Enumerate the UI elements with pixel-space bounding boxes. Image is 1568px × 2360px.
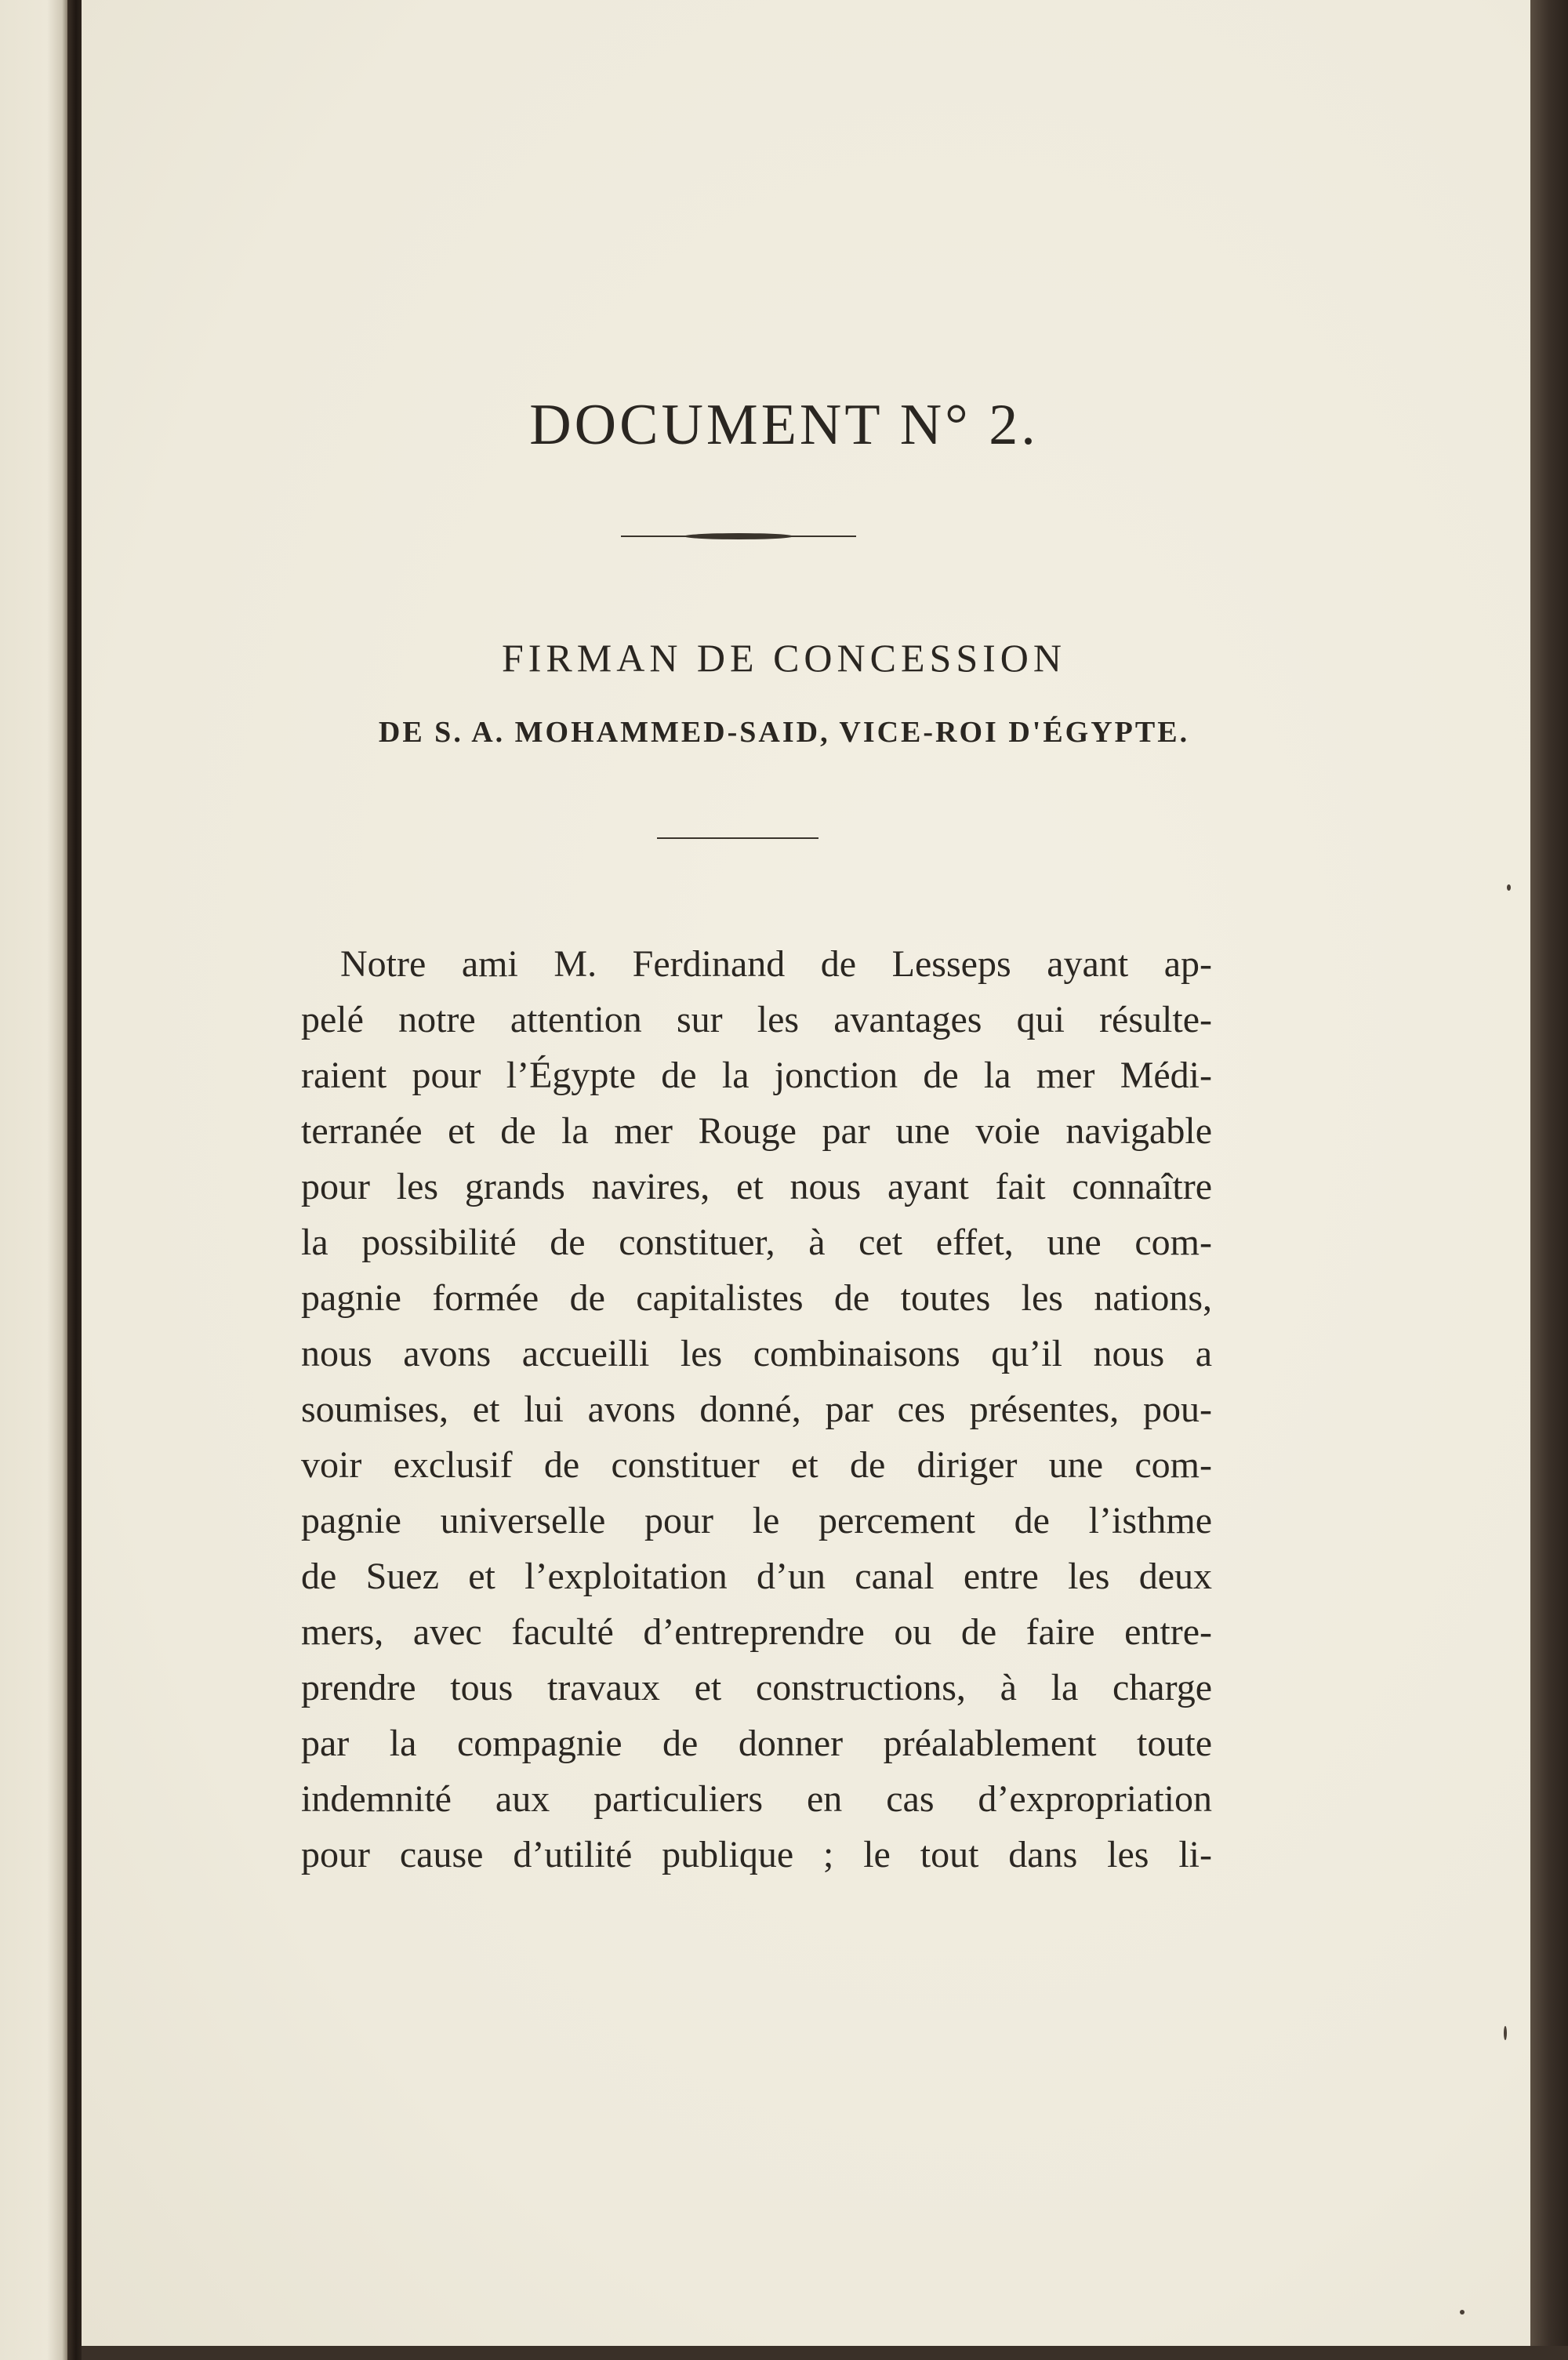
text-line: pelé notre attention sur les avantages qui résulte- (301, 999, 1212, 1040)
paper-speck (1507, 884, 1511, 891)
ornamental-rule (621, 533, 856, 539)
text-line: mers, avec faculté d’entreprendre ou de faire entre- (301, 1611, 1212, 1653)
document-subtitle-author: DE S. A. MOHAMMED-SAID, VICE-ROI D'ÉGYPTE. (378, 716, 1190, 749)
paper-speck (1460, 2310, 1465, 2315)
section-rule (657, 837, 818, 839)
body-paragraph (301, 936, 1212, 1883)
text-line: indemnité aux particuliers en cas d’expropriation (301, 1778, 1212, 1820)
previous-page-edge (0, 0, 67, 2360)
book-cover-edge (1530, 0, 1568, 2360)
text-line: nous avons accueilli les combinaisons qu’il nous a (301, 1333, 1212, 1374)
text-line: pagnie formée de capitalistes de toutes les nations, (301, 1277, 1212, 1319)
book-gutter (67, 0, 82, 2360)
text-line: par la compagnie de donner préalablement toute (301, 1723, 1212, 1764)
text-line: de Suez et l’exploitation d’un canal entre les deux (301, 1556, 1212, 1597)
text-line: voir exclusif de constituer et de diriger une com- (301, 1444, 1212, 1486)
text-line: Notre ami M. Ferdinand de Lesseps ayant ap- (340, 943, 1212, 985)
text-line: pour cause d’utilité publique ; le tout dans les li- (301, 1834, 1212, 1875)
text-line: raient pour l’Égypte de la jonction de la mer Médi- (301, 1055, 1212, 1096)
document-title: DOCUMENT N° 2. (529, 393, 1039, 457)
book-bottom-edge (82, 2346, 1568, 2360)
text-line: soumises, et lui avons donné, par ces présentes, pou- (301, 1389, 1212, 1430)
text-line: la possibilité de constituer, à cet effet, une com- (301, 1222, 1212, 1263)
paper-speck (1504, 2026, 1507, 2040)
text-line: pagnie universelle pour le percement de l’isthme (301, 1500, 1212, 1541)
text-line: terranée et de la mer Rouge par une voie navigable (301, 1110, 1212, 1152)
document-subtitle: FIRMAN DE CONCESSION (501, 636, 1067, 680)
text-line: prendre tous travaux et constructions, à la charge (301, 1667, 1212, 1708)
text-line: pour les grands navires, et nous ayant fait connaître (301, 1166, 1212, 1207)
